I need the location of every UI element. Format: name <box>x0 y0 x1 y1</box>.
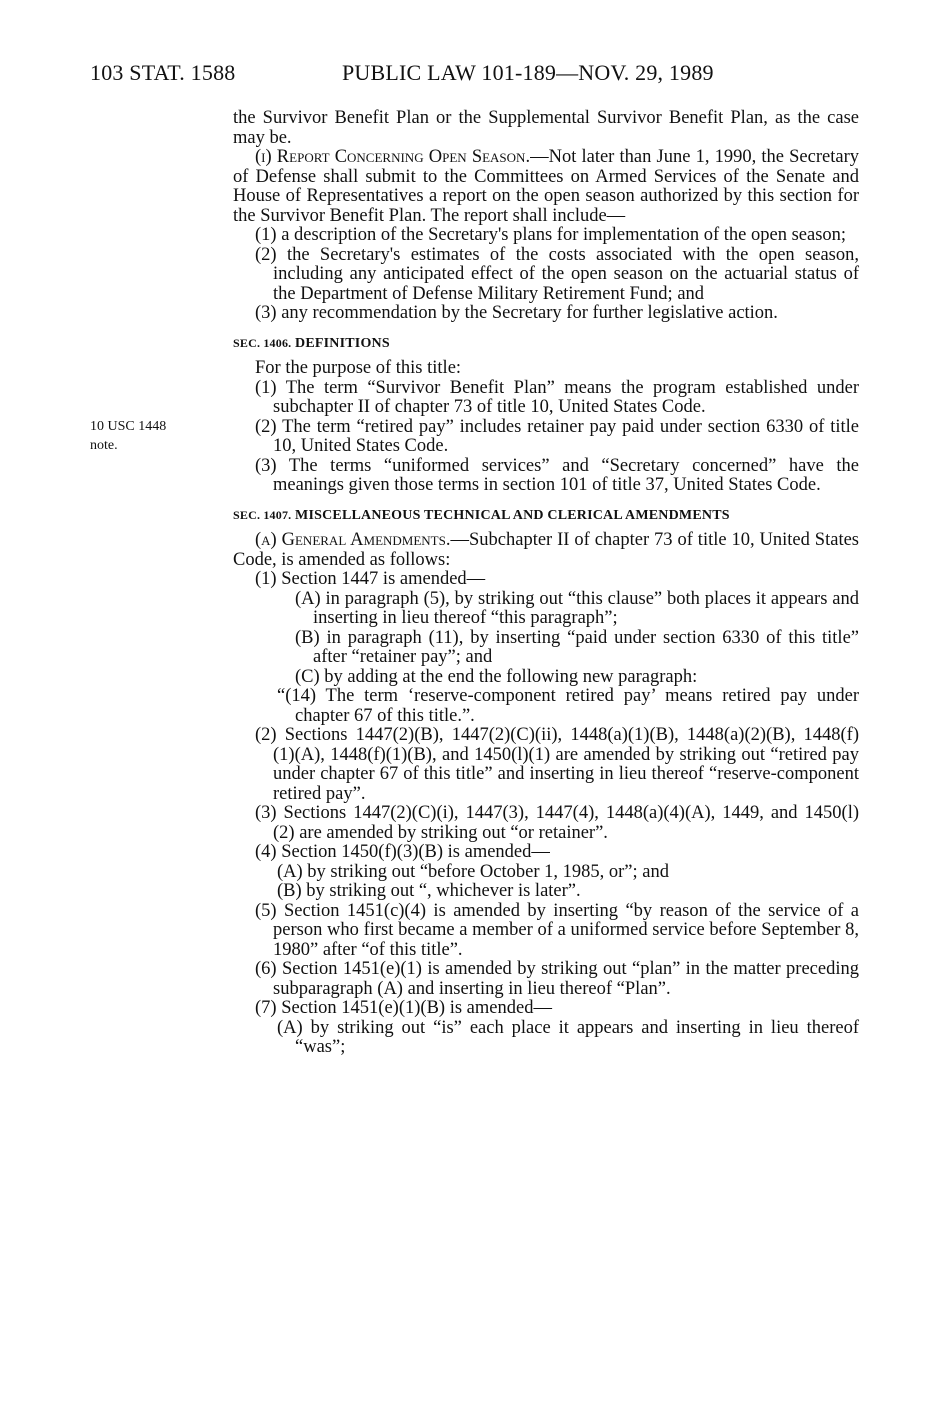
subsection-text: —Subchapter II of chapter 73 of title 10, United States Code, is amended as follows: <box>233 530 859 570</box>
quoted-paragraph: “(14) The term ‘reserve-component retired pay’ means retired pay under chapter 67 of this title.”. <box>277 686 859 726</box>
margin-note-label: note. <box>90 438 118 453</box>
document-body <box>233 109 859 1058</box>
paragraph: (3) The terms “uniformed services” and “Secretary concerned” have the meanings given those terms in section 101 of title 37, United States Code. <box>255 455 859 495</box>
subparagraph: (A) in paragraph (5), by striking out “this clause” both places it appears and inserting in lieu thereof “this paragraph”; <box>295 588 859 628</box>
subparagraph: (C) by adding at the end the following new paragraph: <box>295 666 698 687</box>
paragraph: For the purpose of this title: <box>255 358 462 378</box>
section-heading-1406 <box>233 334 859 354</box>
paragraph: (4) Section 1450(f)(3)(B) is amended— <box>255 842 550 862</box>
margin-note-citation: 10 USC 1448 <box>90 419 167 434</box>
subparagraph: (B) by striking out “, whichever is later”. <box>277 881 581 901</box>
paragraph: (6) Section 1451(e)(1) is amended by striking out “plan” in the matter preceding subparagraph (A) and inserting in lieu thereof “Plan”. <box>255 959 859 999</box>
paragraph: (7) Section 1451(e)(1)(B) is amended— <box>255 998 552 1018</box>
section-heading-1407 <box>233 506 859 526</box>
paragraph: (2) Sections 1447(2)(B), 1447(2)(C)(ii), 1448(a)(1)(B), 1448(a)(2)(B), 1448(f)(1)(A), 1448(f)(1)(B), and 1450(l)(1) are amended by striking out “retired pay under chapter 67 of this title” and inserting in lieu thereof “reserve-component retired pay”. <box>255 725 859 804</box>
section-title: DEFINITIONS <box>295 335 390 351</box>
paragraph: (2) The term “retired pay” includes retainer pay paid under section 6330 of title 10, United States Code. <box>255 416 859 456</box>
paragraph: (1) a description of the Secretary's plans for implementation of the open season; <box>255 225 847 245</box>
section-number: SEC. 1406. <box>233 335 292 350</box>
subparagraph: (B) in paragraph (11), by inserting “paid under section 6330 of this title” after “retainer pay”; and <box>295 627 859 667</box>
paragraph: (1) The term “Survivor Benefit Plan” means the program established under subchapter II of chapter 73 of title 10, United States Code. <box>255 377 859 417</box>
stat-page-number: 103 STAT. 1588 <box>90 60 236 85</box>
paragraph: (5) Section 1451(c)(4) is amended by inserting “by reason of the service of a person who first became a member of a uniformed service before September 8, 1980” after “of this title”. <box>255 900 859 960</box>
section-title: MISCELLANEOUS TECHNICAL AND CLERICAL AMENDMENTS <box>295 507 730 523</box>
paragraph: (1) Section 1447 is amended— <box>255 569 486 589</box>
paragraph: (2) the Secretary's estimates of the costs associated with the open season, including any anticipated effect of the open season on the actuarial status of the Department of Defense Military Retirement Fund; and <box>255 244 859 304</box>
subparagraph: (A) by striking out “before October 1, 1985, or”; and <box>277 861 669 882</box>
paragraph: (3) any recommendation by the Secretary for further legislative action. <box>255 303 778 323</box>
paragraph: (3) Sections 1447(2)(C)(i), 1447(3), 1447(4), 1448(a)(4)(A), 1449, and 1450(l)(2) are amended by striking out “or retainer”. <box>255 803 859 843</box>
section-number: SEC. 1407. <box>233 507 292 522</box>
subsection-a <box>233 531 859 570</box>
running-head: PUBLIC LAW 101-189—NOV. 29, 1989 <box>342 60 714 85</box>
subsection-text: —Not later than June 1, 1990, the Secretary of Defense shall submit to the Committees on Armed Services of the Senate and House of Representatives a report on the open season authorized by this section for the Survivor Benefit Plan. The report shall include— <box>233 147 859 226</box>
subsection-heading: (i) Report Concerning Open Season. <box>255 147 531 167</box>
margin-note <box>90 417 166 455</box>
paragraph: the Survivor Benefit Plan or the Supplemental Survivor Benefit Plan, as the case may be. <box>233 108 859 148</box>
subsection-i <box>233 148 859 226</box>
subsection-heading: (a) General Amendments. <box>255 530 451 550</box>
subparagraph: (A) by striking out “is” each place it appears and inserting in lieu thereof “was”; <box>277 1017 859 1057</box>
